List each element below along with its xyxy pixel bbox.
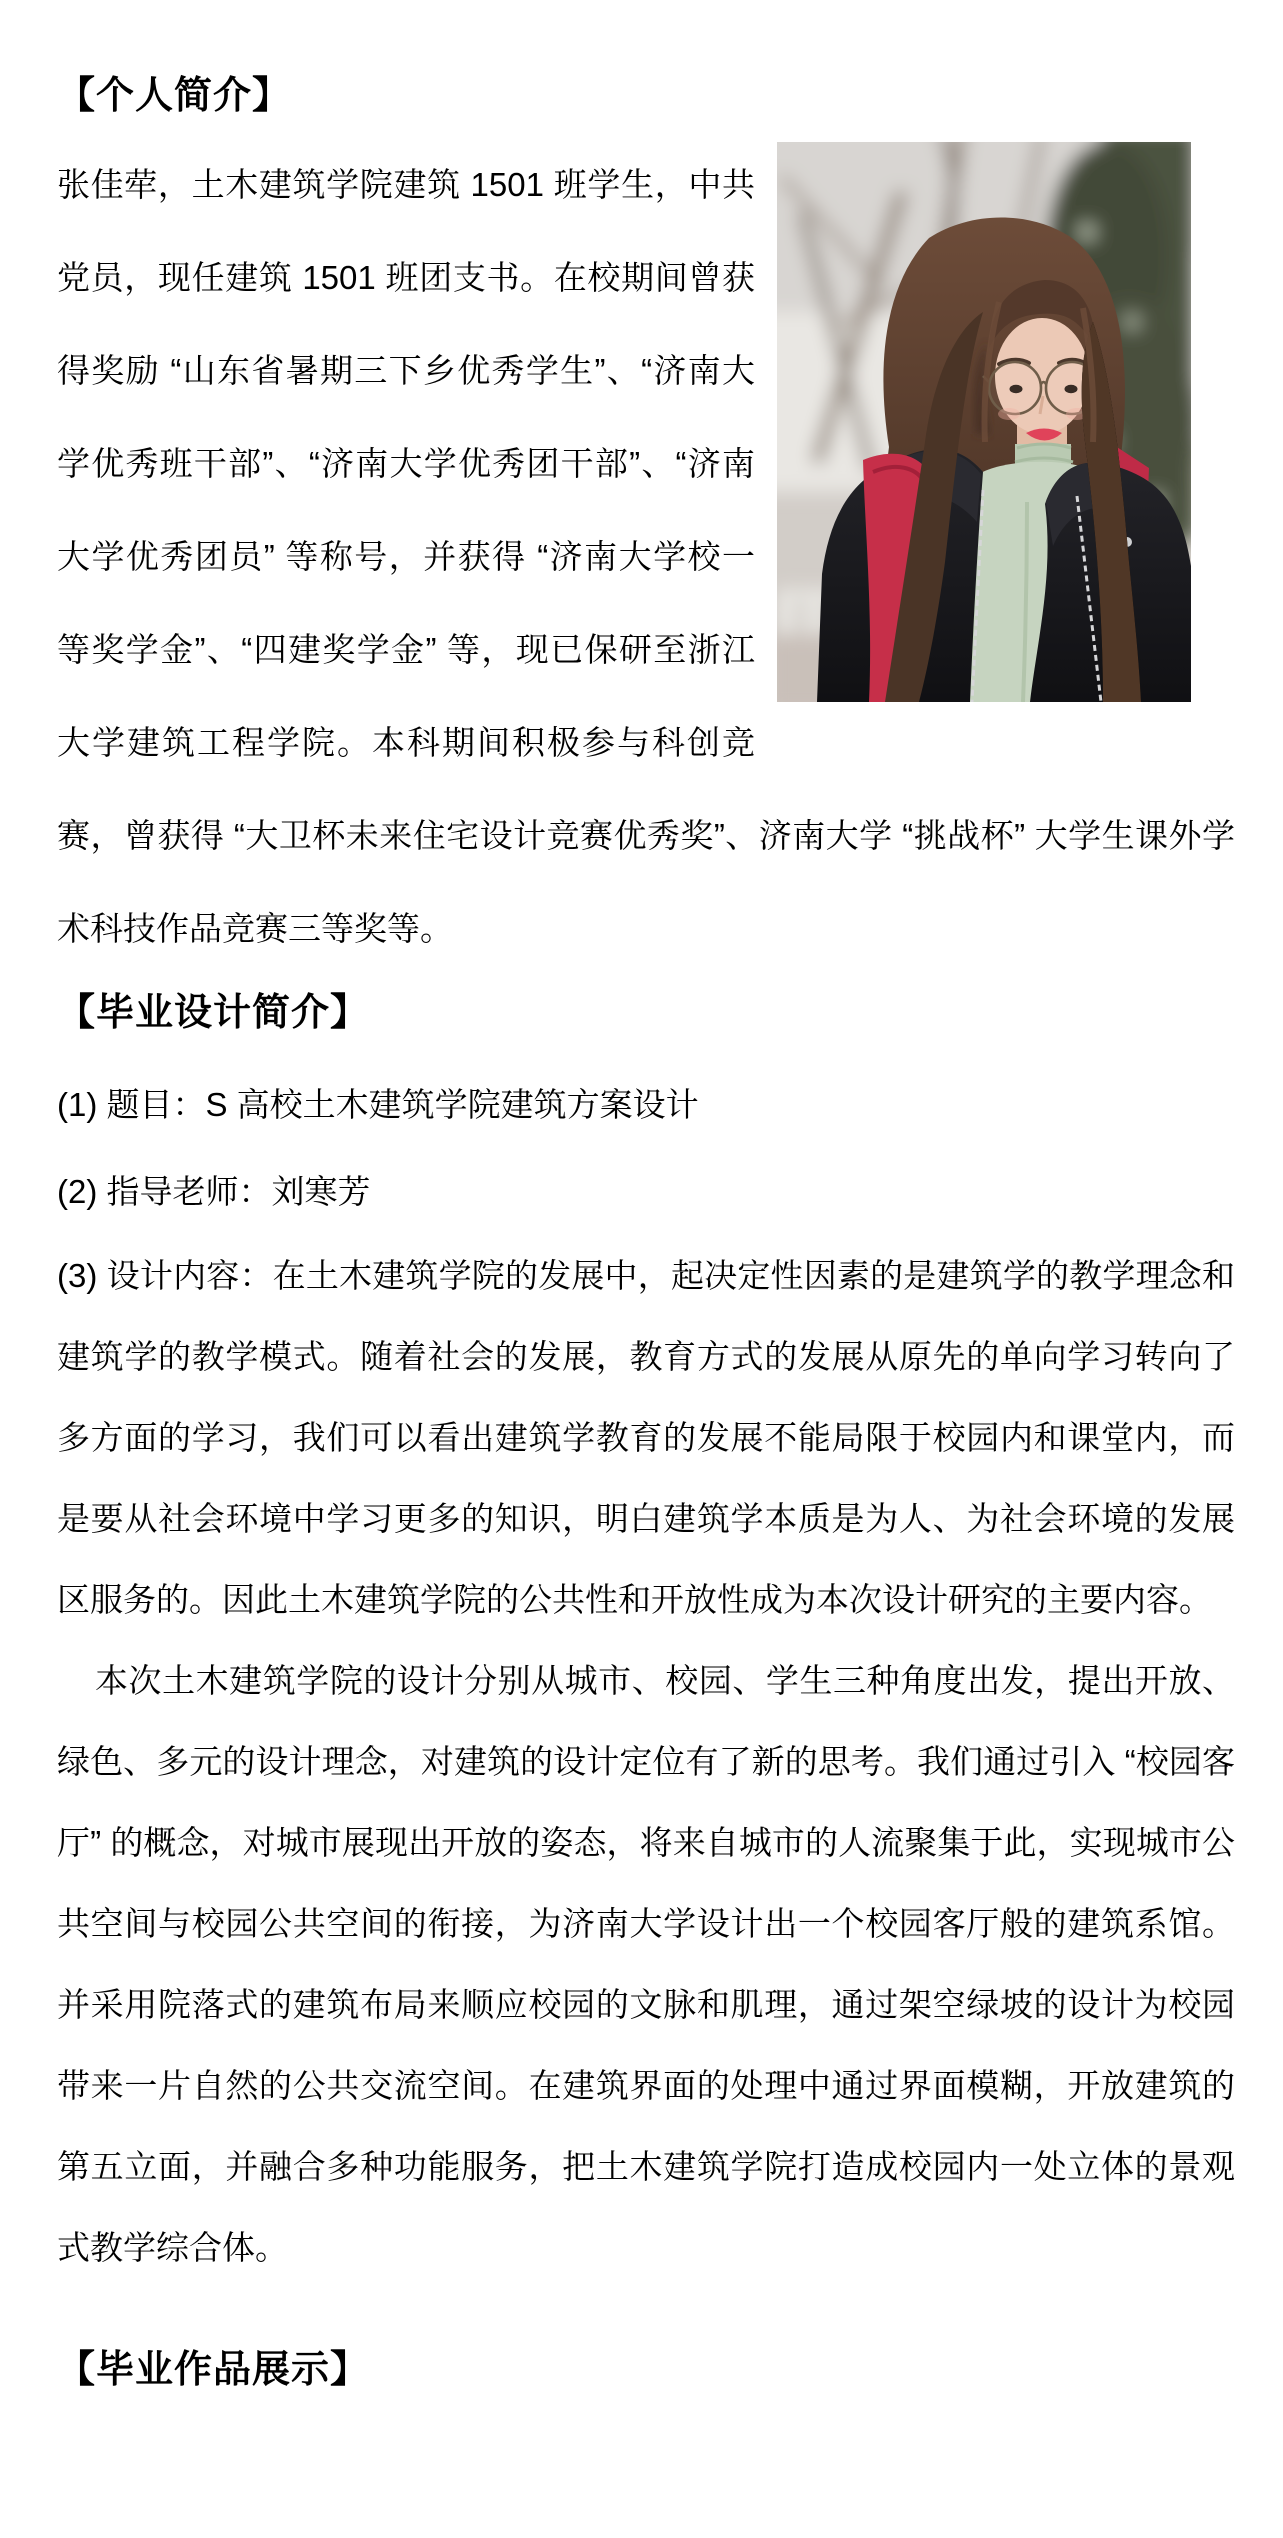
- design-item-advisor: (2) 指导老师：刘寒芳: [57, 1173, 371, 1210]
- profile-paragraph: 张佳荦，土木建筑学院建筑 1501 班学生，中共党员，现任建筑 1501 班团支书。在校期间曾获得奖励 “山东省暑期三下乡优秀学生”、“济南大学优秀班干部”、“济南大学优秀团干部”、“济南大学优秀团员” 等称号，并获得 “济南大学校一等奖学金”、“四建奖学金” 等，现已保研至浙江大学建筑工程学院。本科期间积极参与科创竞赛，曾获得 “大卫杯未来住宅设计竞赛优秀奖”、济南大学 “挑战杯” 大学生课外学术科技作品竞赛三等奖等。: [57, 166, 1235, 947]
- section-title-profile: 【个人简介】: [57, 75, 292, 117]
- portrait-photo-illustration: [777, 142, 1191, 702]
- design-item-title: (1) 题目：S 高校土木建筑学院建筑方案设计: [57, 1086, 699, 1123]
- section-title-works: 【毕业作品展示】: [57, 2349, 370, 2391]
- design-paragraph: 本次土木建筑学院的设计分别从城市、校园、学生三种角度出发，提出开放、绿色、多元的设计理念，对建筑的设计定位有了新的思考。我们通过引入 “校园客厅” 的概念，对城市展现出开放的姿态，将来自城市的人流聚集于此，实现城市公共空间与校园公共空间的衔接，为济南大学设计出一个校园客厅般的建筑系馆。并采用院落式的建筑布局来顺应校园的文脉和肌理，通过架空绿坡的设计为校园带来一片自然的公共交流空间。在建筑界面的处理中通过界面模糊，开放建筑的第五立面，并融合多种功能服务，把土木建筑学院打造成校园内一处立体的景观式教学综合体。: [57, 1662, 1235, 2266]
- section-title-design-intro: 【毕业设计简介】: [57, 992, 370, 1034]
- design-item-content: (3) 设计内容：在土木建筑学院的发展中，起决定性因素的是建筑学的教学理念和建筑学的教学模式。随着社会的发展，教育方式的发展从原先的单向学习转向了多方面的学习，我们可以看出建筑学教育的发展不能局限于校园内和课堂内，而是要从社会环境中学习更多的知识，明白建筑学本质是为人、为社会环境的发展区服务的。因此土木建筑学院的公共性和开放性成为本次设计研究的主要内容。: [57, 1257, 1235, 1618]
- profile-photo: [777, 142, 1191, 702]
- profile-section: [57, 138, 1235, 975]
